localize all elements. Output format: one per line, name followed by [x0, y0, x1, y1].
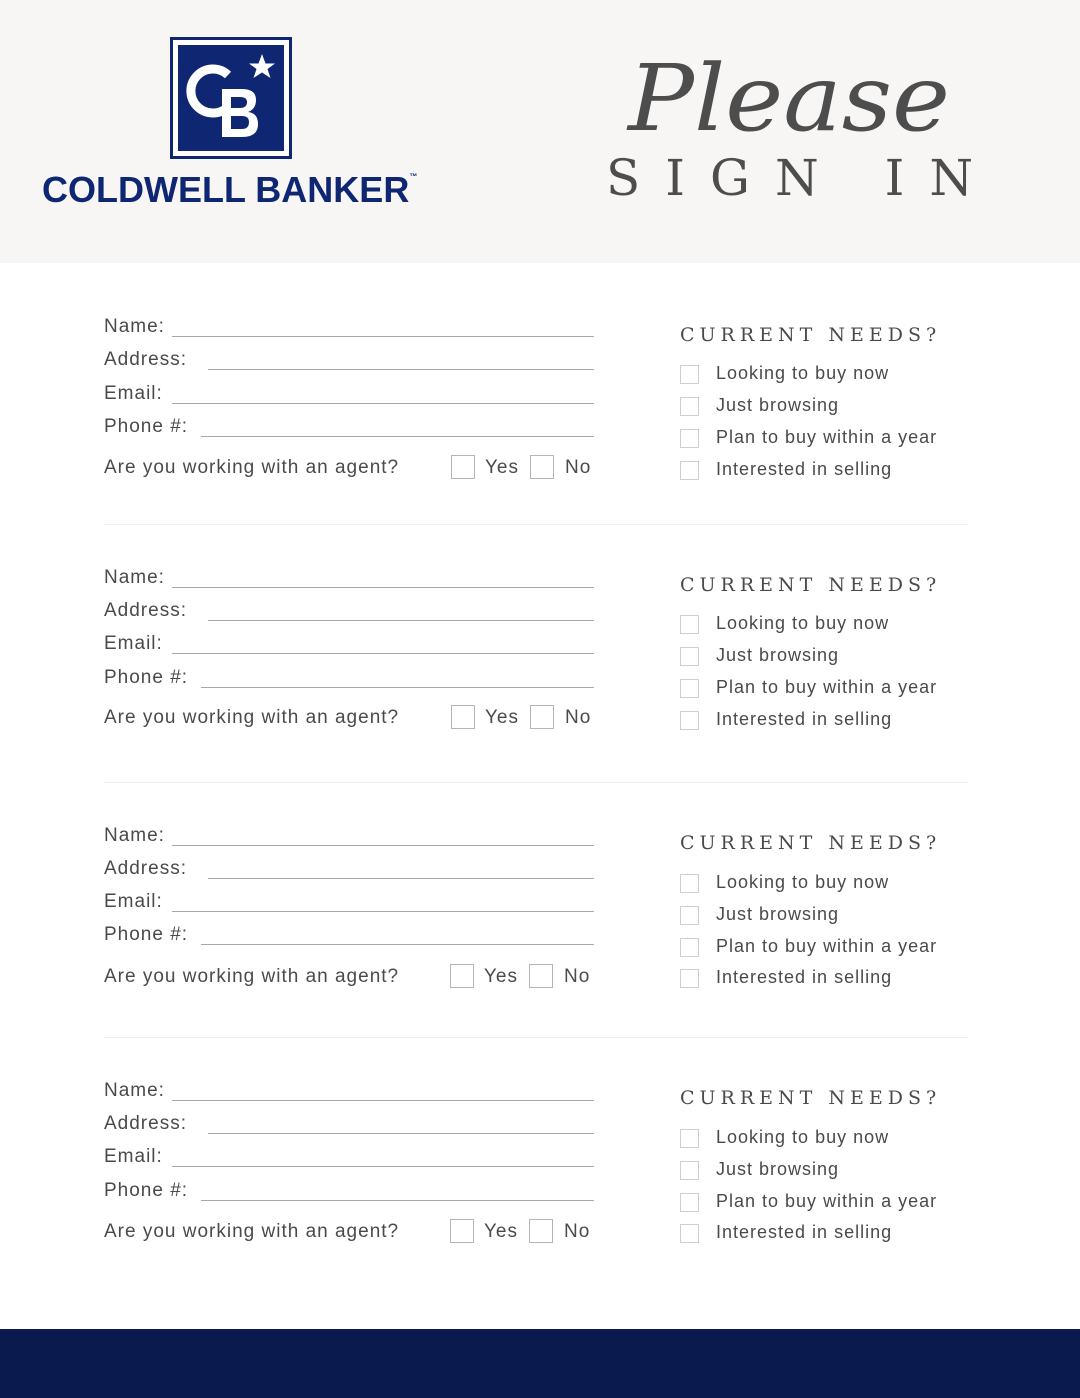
phone-label: Phone #: — [104, 416, 189, 437]
need-option-buy-within-year[interactable] — [680, 1190, 980, 1214]
agent-no-label: No — [564, 1221, 591, 1242]
need-checkbox[interactable] — [680, 906, 699, 925]
agent-question-label: Are you working with an agent? — [104, 707, 400, 728]
agent-question — [104, 964, 604, 994]
name-label: Name: — [104, 316, 165, 337]
page-title: SIGN IN — [606, 149, 999, 207]
agent-question — [104, 705, 604, 735]
need-checkbox[interactable] — [680, 461, 699, 480]
agent-question-label: Are you working with an agent? — [104, 457, 400, 478]
entry-divider — [104, 1037, 968, 1038]
agent-no-label: No — [565, 707, 592, 728]
address-input-line[interactable] — [208, 620, 594, 621]
name-field[interactable] — [104, 566, 594, 592]
phone-field[interactable] — [104, 415, 594, 441]
name-input-line[interactable] — [172, 1100, 594, 1101]
name-label: Name: — [104, 567, 165, 588]
email-input-line[interactable] — [172, 403, 594, 404]
need-option-buy-within-year[interactable] — [680, 426, 980, 450]
need-checkbox[interactable] — [680, 615, 699, 634]
trademark-symbol: ™ — [409, 172, 418, 181]
agent-question-label: Are you working with an agent? — [104, 1221, 400, 1242]
phone-label: Phone #: — [104, 667, 189, 688]
phone-field[interactable] — [104, 1179, 594, 1205]
agent-no-checkbox[interactable] — [530, 455, 554, 479]
address-field[interactable] — [104, 857, 594, 883]
need-label: Just browsing — [716, 395, 840, 415]
agent-yes-checkbox[interactable] — [450, 964, 474, 988]
phone-field[interactable] — [104, 666, 594, 692]
name-field[interactable] — [104, 1079, 594, 1105]
phone-label: Phone #: — [104, 1180, 189, 1201]
current-needs-title: CURRENT NEEDS? — [680, 574, 942, 596]
need-checkbox[interactable] — [680, 1193, 699, 1212]
need-label: Plan to buy within a year — [716, 427, 938, 447]
email-field[interactable] — [104, 1145, 594, 1171]
agent-question-label: Are you working with an agent? — [104, 966, 400, 987]
need-label: Looking to buy now — [716, 872, 890, 892]
email-input-line[interactable] — [172, 653, 594, 654]
need-checkbox[interactable] — [680, 874, 699, 893]
current-needs-title: CURRENT NEEDS? — [680, 1087, 942, 1109]
name-field[interactable] — [104, 824, 594, 850]
need-label: Looking to buy now — [716, 1127, 890, 1147]
phone-label: Phone #: — [104, 924, 189, 945]
agent-yes-checkbox[interactable] — [451, 455, 475, 479]
address-input-line[interactable] — [208, 1133, 594, 1134]
phone-input-line[interactable] — [201, 1200, 594, 1201]
agent-yes-label: Yes — [485, 457, 519, 478]
please-script-text: Please — [625, 45, 950, 152]
need-checkbox[interactable] — [680, 647, 699, 666]
need-label: Looking to buy now — [716, 613, 890, 633]
agent-question — [104, 1219, 604, 1249]
agent-no-label: No — [565, 457, 592, 478]
current-needs-title: CURRENT NEEDS? — [680, 324, 942, 346]
need-label: Just browsing — [716, 904, 840, 924]
agent-yes-checkbox[interactable] — [451, 705, 475, 729]
need-checkbox[interactable] — [680, 429, 699, 448]
entry-divider — [104, 524, 968, 525]
name-input-line[interactable] — [172, 587, 594, 588]
email-label: Email: — [104, 1146, 163, 1167]
agent-yes-label: Yes — [484, 1221, 518, 1242]
address-input-line[interactable] — [208, 878, 594, 879]
need-option-browsing[interactable] — [680, 1158, 980, 1182]
need-label: Interested in selling — [716, 459, 893, 479]
email-field[interactable] — [104, 632, 594, 658]
name-input-line[interactable] — [172, 336, 594, 337]
email-label: Email: — [104, 383, 163, 404]
need-checkbox[interactable] — [680, 969, 699, 988]
need-checkbox[interactable] — [680, 365, 699, 384]
entry-divider — [104, 782, 968, 783]
need-option-browsing[interactable] — [680, 903, 980, 927]
need-label: Interested in selling — [716, 709, 893, 729]
need-label: Interested in selling — [716, 1222, 893, 1242]
phone-input-line[interactable] — [201, 944, 594, 945]
address-field[interactable] — [104, 348, 594, 374]
need-option-buy-within-year[interactable] — [680, 935, 980, 959]
address-field[interactable] — [104, 599, 594, 625]
address-label: Address: — [104, 600, 187, 621]
need-checkbox[interactable] — [680, 711, 699, 730]
agent-yes-checkbox[interactable] — [450, 1219, 474, 1243]
address-label: Address: — [104, 858, 187, 879]
need-option-buy-now[interactable] — [680, 871, 980, 895]
need-label: Plan to buy within a year — [716, 1191, 938, 1211]
agent-no-checkbox[interactable] — [529, 964, 553, 988]
need-label: Interested in selling — [716, 967, 893, 987]
current-needs-title: CURRENT NEEDS? — [680, 832, 942, 854]
need-label: Looking to buy now — [716, 363, 890, 383]
address-label: Address: — [104, 349, 187, 370]
need-option-selling[interactable] — [680, 966, 980, 990]
address-label: Address: — [104, 1113, 187, 1134]
agent-no-label: No — [564, 966, 591, 987]
email-field[interactable] — [104, 382, 594, 408]
need-option-buy-now[interactable] — [680, 362, 980, 386]
email-input-line[interactable] — [172, 1166, 594, 1167]
need-checkbox[interactable] — [680, 1224, 699, 1243]
need-checkbox[interactable] — [680, 679, 699, 698]
need-checkbox[interactable] — [680, 938, 699, 957]
email-label: Email: — [104, 891, 163, 912]
phone-input-line[interactable] — [201, 687, 594, 688]
need-checkbox[interactable] — [680, 1129, 699, 1148]
agent-no-checkbox[interactable] — [529, 1219, 553, 1243]
need-label: Plan to buy within a year — [716, 677, 938, 697]
address-input-line[interactable] — [208, 369, 594, 370]
agent-yes-label: Yes — [484, 966, 518, 987]
email-label: Email: — [104, 633, 163, 654]
need-option-buy-now[interactable] — [680, 612, 980, 636]
need-option-browsing[interactable] — [680, 394, 980, 418]
need-label: Just browsing — [716, 645, 840, 665]
name-input-line[interactable] — [172, 845, 594, 846]
email-input-line[interactable] — [172, 911, 594, 912]
address-field[interactable] — [104, 1112, 594, 1138]
need-option-buy-within-year[interactable] — [680, 676, 980, 700]
agent-no-checkbox[interactable] — [530, 705, 554, 729]
need-option-selling[interactable] — [680, 708, 980, 732]
agent-question — [104, 455, 604, 485]
phone-field[interactable] — [104, 923, 594, 949]
need-option-buy-now[interactable] — [680, 1126, 980, 1150]
phone-input-line[interactable] — [201, 436, 594, 437]
name-field[interactable] — [104, 315, 594, 341]
need-checkbox[interactable] — [680, 1161, 699, 1180]
need-option-selling[interactable] — [680, 458, 980, 482]
need-option-selling[interactable] — [680, 1221, 980, 1245]
name-label: Name: — [104, 1080, 165, 1101]
agent-yes-label: Yes — [485, 707, 519, 728]
email-field[interactable] — [104, 890, 594, 916]
need-label: Just browsing — [716, 1159, 840, 1179]
brand-name-text: COLDWELL BANKER — [42, 169, 410, 210]
need-checkbox[interactable] — [680, 397, 699, 416]
need-option-browsing[interactable] — [680, 644, 980, 668]
need-label: Plan to buy within a year — [716, 936, 938, 956]
footer-bar — [0, 1329, 1080, 1398]
name-label: Name: — [104, 825, 165, 846]
